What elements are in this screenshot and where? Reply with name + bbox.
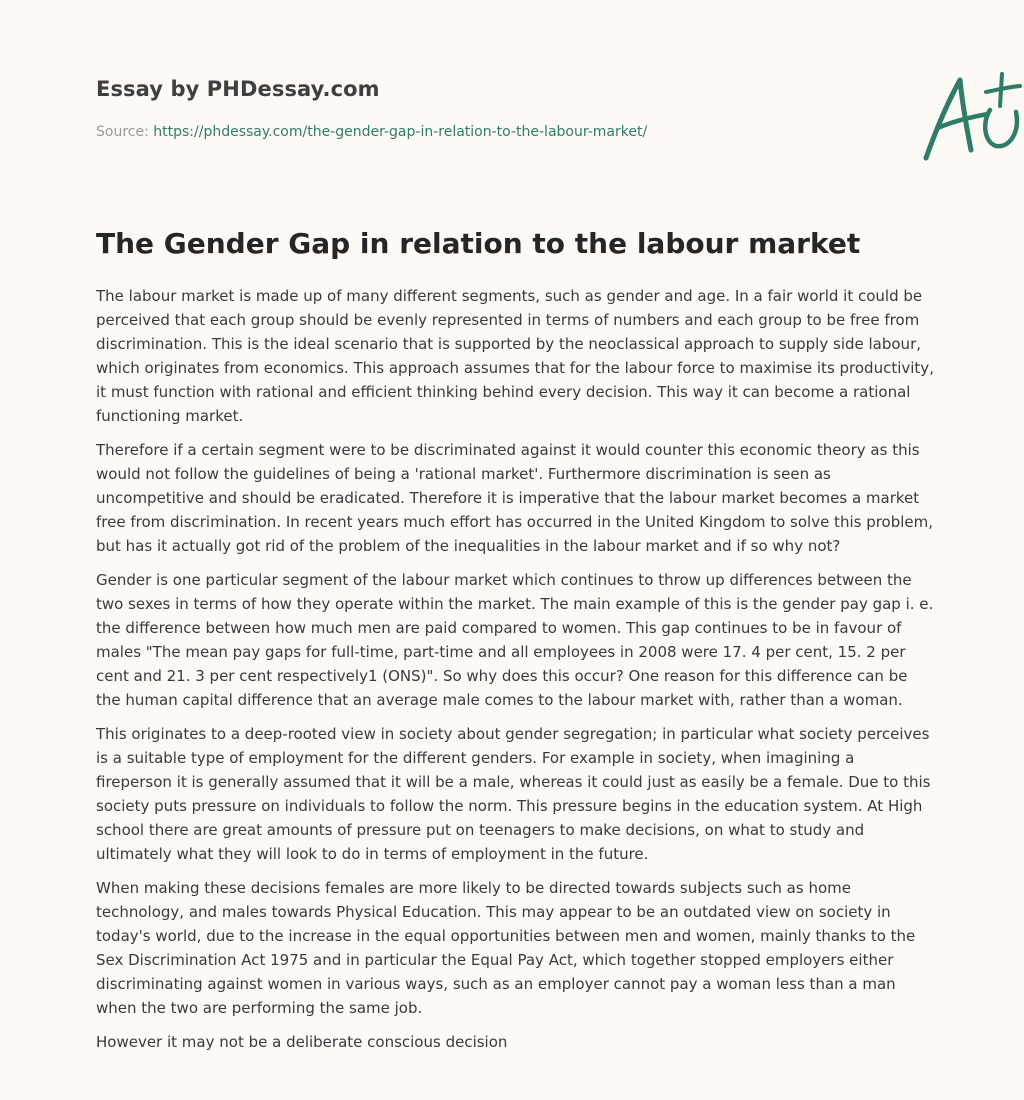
a-plus-logo-icon	[916, 70, 1024, 164]
source-link[interactable]: https://phdessay.com/the-gender-gap-in-relation-to-the-labour-market/	[153, 124, 648, 140]
essay-paragraph: This originates to a deep-rooted view in society about gender segregation; in particular what society perceives is a suitable type of employment for the different genders. For example in society, when imagining a fireperson it is generally assumed that it will be a male, whereas it could just as easily be a female. Due to this society puts pressure on individuals to follow the norm. This pressure begins in the education system. At High school there are great amounts of pressure put on teenagers to make decisions, on what to study and ultimately what they will look to do in terms of employment in the future.	[96, 725, 931, 863]
essay-body	[96, 284, 934, 1064]
essay-paragraph: However it may not be a deliberate conscious decision	[96, 1033, 508, 1051]
essay-paragraph: Therefore if a certain segment were to be discriminated against it would counter this economic theory as this would not follow the guidelines of being a 'rational market'. Furthermore discrimination is seen as uncompetitive and should be eradicated. Therefore it is imperative that the labour market becomes a market free from discrimination. In recent years much effort has occurred in the United Kingdom to solve this problem, but has it actually got rid of the problem of the inequalities in the labour market and if so why not?	[96, 441, 934, 555]
site-brand: Essay by PHDessay.com	[96, 77, 380, 101]
source-line	[96, 124, 647, 140]
source-label: Source:	[96, 124, 149, 140]
essay-paragraph: The labour market is made up of many different segments, such as gender and age. In a fair world it could be perceived that each group should be evenly represented in terms of numbers and each group to be free from discrimination. This is the ideal scenario that is supported by the neoclassical approach to supply side labour, which originates from economics. This approach assumes that for the labour force to maximise its productivity, it must function with rational and efficient thinking behind every decision. This way it can become a rational functioning market.	[96, 287, 934, 425]
essay-title: The Gender Gap in relation to the labour market	[96, 227, 861, 260]
essay-paragraph: Gender is one particular segment of the labour market which continues to throw up differences between the two sexes in terms of how they operate within the market. The main example of this is the gender pay gap i. e. the difference between how much men are paid compared to women. This gap continues to be in favour of males "The mean pay gaps for full-time, part-time and all employees in 2008 were 17. 4 per cent, 15. 2 per cent and 21. 3 per cent respectively1 (ONS)". So why does this occur? One reason for this difference can be the human capital difference that an average male comes to the labour market with, rather than a woman.	[96, 571, 934, 709]
essay-paragraph: When making these decisions females are more likely to be directed towards subjects such as home technology, and males towards Physical Education. This may appear to be an outdated view on society in today's world, due to the increase in the equal opportunities between men and women, mainly thanks to the Sex Discrimination Act 1975 and in particular the Equal Pay Act, which together stopped employers either discriminating against women in various ways, such as an employer cannot pay a woman less than a man when the two are performing the same job.	[96, 879, 916, 1017]
